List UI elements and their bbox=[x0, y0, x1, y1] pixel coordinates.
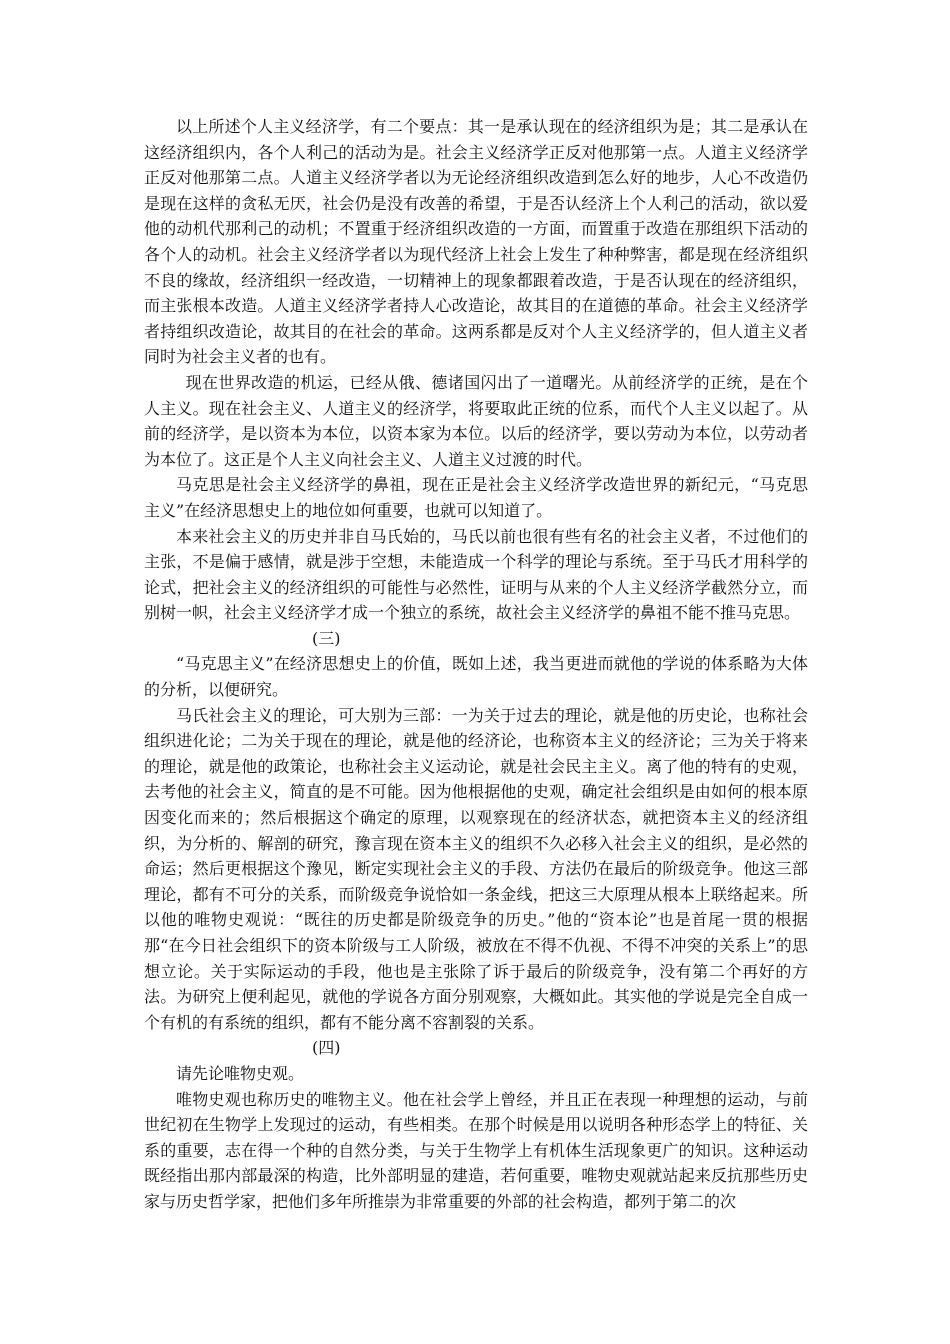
paragraph-individualism-summary: 以上所述个人主义经济学，有二个要点：其一是承认现在的经济组织为是；其二是承认在这经济组织内，各个人利己的活动为是。社会主义经济学正反对他那第一点。人道主义经济学正反对他那第二点。人道主义经济学者以为无论经济组织改造到怎么好的地步，人心不改造仍是现在这样的贪私无厌，社会仍是没有改善的希望，于是否认经济上个人利己的活动，欲以爱他的动机代那利己的动机；不置重于经济组织改造的一方面，而置重于改造在那组织下活动的各个人的动机。社会主义经济学者以为现代经济上社会上发生了种种弊害，都是现在经济组织不良的缘故，经济组织一经改造，一切精神上的现象都跟着改造，于是否认现在的经济组织，而主张根本改造。人道主义经济学者持人心改造论，故其目的在道德的革命。社会主义经济学者持组织改造论，故其目的在社会的革命。这两系都是反对个人主义经济学的，但人道主义者同时为社会主义者的也有。 bbox=[144, 117, 808, 367]
paragraph-marx-founder: 马克思是社会主义经济学的鼻祖，现在正是社会主义经济学改造世界的新纪元，“马克思主义”在经济思想史上的地位如何重要，也就可以知道了。 bbox=[144, 475, 808, 520]
paragraph-socialism-history: 本来社会主义的历史并非自马氏始的，马氏以前也很有些有名的社会主义者，不过他们的主张，不是偏于感情，就是涉于空想，未能造成一个科学的理论与系统。至于马氏才用科学的论式，把社会主义的经济组织的可能性与必然性，证明与从来的个人主义经济学截然分立，而别树一帜，社会主义经济学才成一个独立的系统，故社会主义经济学的鼻祖不能不推马克思。 bbox=[144, 526, 808, 623]
paragraph-materialism-intro: 请先论唯物史观。 bbox=[176, 1063, 305, 1083]
paragraph-three-parts: 马氏社会主义的理论，可大别为三部：一为关于过去的理论，就是他的历史论，也称社会组织进化论；二为关于现在的理论，就是他的经济论，也称资本主义的经济论；三为关于将来的理论，就是他的政策论，也称社会主义运动论，就是社会民主主义。离了他的特有的史观，去考他的社会主义，简直的是不可能。因为他根据他的史观，确定社会组织是由如何的根本原因变化而来的；然后根据这个确定的原理，以观察现在的经济状态，就把资本主义的经济组织，为分析的、解剖的研究，豫言现在资本主义的组织不久必移入社会主义的组织，是必然的命运；然后更根据这个豫见，断定实现社会主义的手段、方法仍在最后的阶级竞争。他这三部理论，都有不可分的关系，而阶级竞争说恰如一条金线，把这三大原理从根本上联络起来。所以他的唯物史观说：“既往的历史都是阶级竞争的历史。”他的“资本论”也是首尾一贯的根据那“在今日社会组织下的资本阶级与工人阶级，被放在不得不仇视、不得不冲突的关系上”的思想立论。关于实际运动的手段，他也是主张除了诉于最后的阶级竞争，没有第二个再好的方法。为研究上便利起见，就他的学说各方面分别观察，大概如此。其实他的学说是完全自成一个有机的有系统的组织，都有不能分离不容割裂的关系。 bbox=[144, 705, 808, 1032]
paragraph-marxism-value: “马克思主义”在经济思想史上的价值，既如上述，我当更进而就他的学说的体系略为大体的分析，以便研究。 bbox=[144, 654, 808, 700]
section-heading-three: (三) bbox=[312, 628, 341, 648]
document-body bbox=[144, 114, 808, 1215]
section-heading-four: (四) bbox=[312, 1038, 341, 1058]
paragraph-world-reform: 现在世界改造的机运，已经从俄、德诸国闪出了一道曙光。从前经济学的正统，是在个人主义。现在社会主义、人道主义的经济学，将要取此正统的位系，而代个人主义以起了。从前的经济学，是以资本为本位，以资本家为本位。以后的经济学，要以劳动为本位，以劳动者为本位了。这正是个人主义向社会主义、人道主义过渡的时代。 bbox=[144, 372, 808, 469]
paragraph-historical-materialism: 唯物史观也称历史的唯物主义。他在社会学上曾经，并且正在表现一种理想的运动，与前世纪初在生物学上发现过的运动，有些相类。在那个时候是用以说明各种形态学上的特征、关系的重要，志在得一个种的自然分类，与关于生物学上有机体生活现象更广的知识。这种运动既经指出那内部最深的构造，比外部明显的建造，若何重要，唯物史观就站起来反抗那些历史家与历史哲学家，把他们多年所推崇为非常重要的外部的社会构造，都列于第二的次 bbox=[144, 1089, 808, 1211]
